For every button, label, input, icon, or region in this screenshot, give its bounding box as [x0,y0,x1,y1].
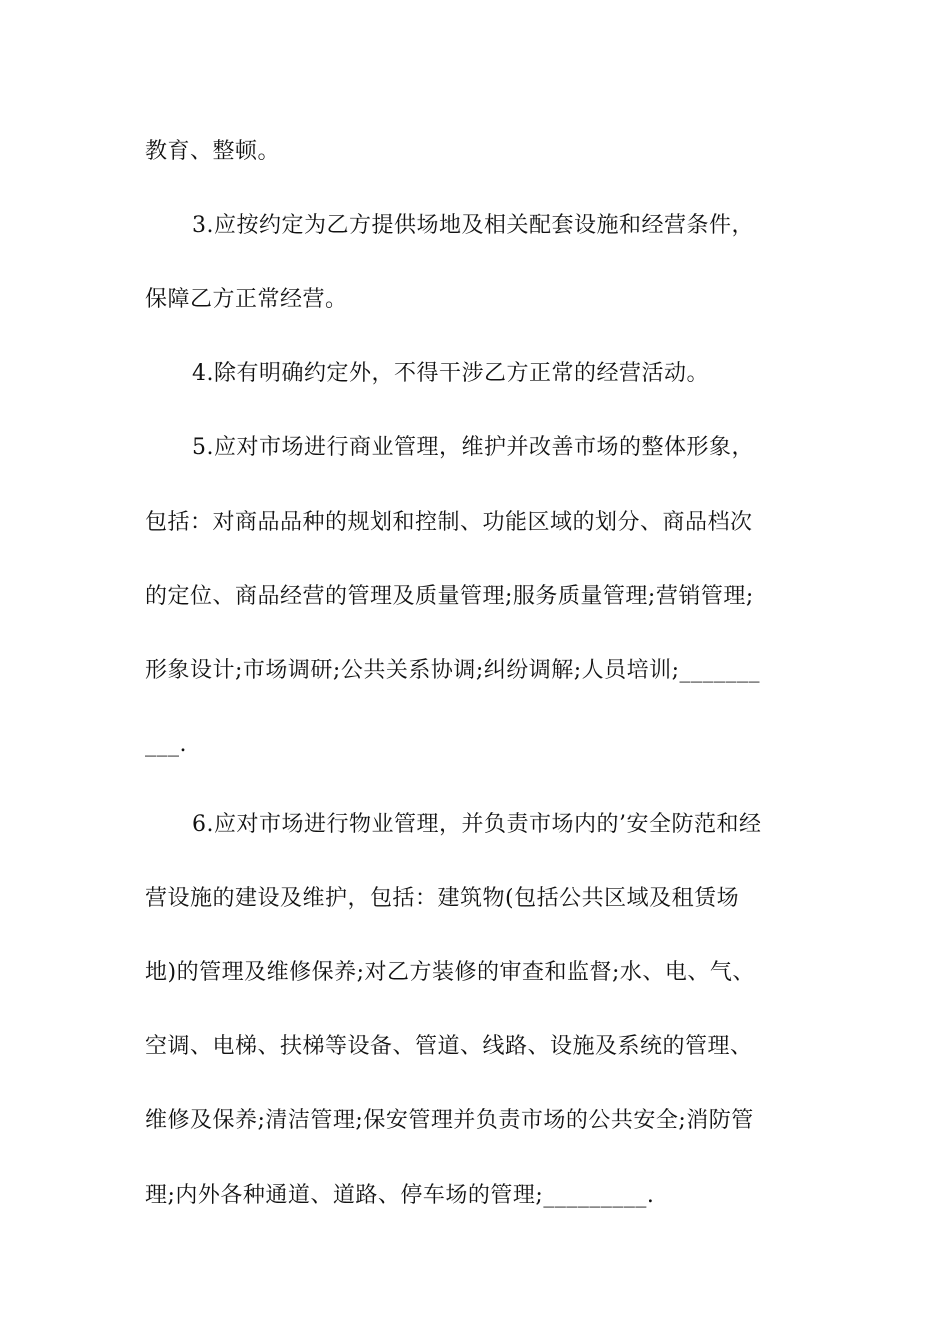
text-line-4: 4.除有明确约定外，不得干涉乙方正常的经营活动。 [192,361,709,386]
text-line-1: 教育、整顿。 [145,139,281,164]
text-line-11: 营设施的建设及维护，包括：建筑物(包括公共区域及租赁场 [145,886,740,911]
text-line-3: 保障乙方正常经营。 [145,287,348,312]
text-line-13: 空调、电梯、扶梯等设备、管道、线路、设施及系统的管理、 [145,1034,753,1059]
text-line-7: 的定位、商品经营的管理及质量管理;服务质量管理;营销管理; [145,584,754,609]
text-line-10: 6.应对市场进行物业管理，并负责市场内的’安全防范和经 [192,812,762,837]
text-line-15: 理;内外各种通道、道路、停车场的管理;_________. [145,1183,655,1208]
text-line-12: 地)的管理及维修保养;对乙方装修的审查和监督;水、电、气、 [145,960,755,985]
text-line-14: 维修及保养;清洁管理;保安管理并负责市场的公共安全;消防管 [145,1108,754,1133]
text-line-8: 形象设计;市场调研;公共关系协调;纠纷调解;人员培训;_______ [145,658,761,683]
text-line-5: 5.应对市场进行商业管理，维护并改善市场的整体形象， [192,435,754,460]
text-line-6: 包括：对商品品种的规划和控制、功能区域的划分、商品档次 [145,510,753,535]
text-line-2: 3.应按约定为乙方提供场地及相关配套设施和经营条件， [192,213,754,238]
text-line-9: ___. [145,732,187,757]
